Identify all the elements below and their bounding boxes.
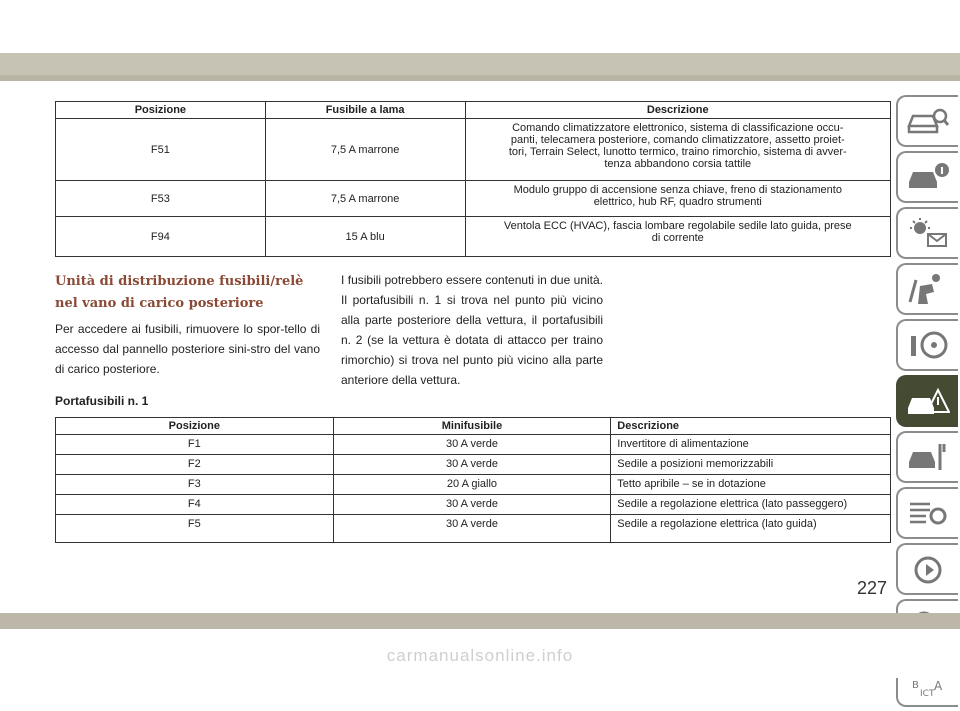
tab-airbag-seat[interactable] [896, 263, 958, 315]
header-band-shadow [0, 75, 960, 81]
car-info-icon [906, 160, 950, 194]
cell-position: F3 [56, 475, 334, 495]
header-fusibile: Fusibile a lama [265, 102, 465, 119]
tab-car-info[interactable] [896, 151, 958, 203]
cell-fuse: 30 A verde [333, 455, 611, 475]
specifications-icon [906, 496, 950, 530]
subheading-fuse-holder: Portafusibili n. 1 [55, 394, 149, 408]
table-row [56, 119, 891, 181]
watermark-text: carmanualsonline.info [386, 646, 574, 665]
page-number: 227 [857, 578, 888, 598]
svg-text:ICT: ICT [920, 689, 935, 698]
header-minifusibile: Minifusibile [333, 418, 611, 435]
table-row [56, 455, 891, 475]
tab-car-service[interactable] [896, 431, 958, 483]
cell-fuse: 7,5 A marrone [265, 119, 465, 181]
car-service-icon [906, 440, 950, 474]
cell-description: Comando climatizzatore elettronico, sistema di classificazione occu- panti, telecamera posteriore, comando climatizzatore, assetto proiet- tori, Terrain Select, lunotto termico, traino rimorchio, sistema di avver- tenza abbandono corsia tattile [465, 119, 890, 181]
cell-fuse: 30 A verde [333, 515, 611, 543]
header-descrizione: Descrizione [611, 418, 891, 435]
cell-position: F1 [56, 435, 334, 455]
cell-position: F2 [56, 455, 334, 475]
fuse-table-1 [55, 101, 891, 257]
table-row [56, 495, 891, 515]
tab-multimedia[interactable] [896, 543, 958, 595]
header-posizione: Posizione [56, 418, 334, 435]
cell-position: F4 [56, 495, 334, 515]
header-band [0, 53, 960, 75]
tab-car-warning[interactable] [896, 375, 958, 427]
car-warning-icon [906, 384, 950, 418]
paragraph-access: Per accedere ai fusibili, rimuovere lo spor-tello di accesso dal pannello posteriore sini-stro del vano di carico posteriore. [55, 322, 320, 376]
fuse-table-2 [55, 417, 891, 543]
cell-description: Sedile a regolazione elettrica (lato guida) [611, 515, 891, 543]
table-row [56, 435, 891, 455]
cell-fuse: 30 A verde [333, 495, 611, 515]
table-row [56, 515, 891, 543]
svg-text:A: A [934, 679, 943, 693]
table-header-row [56, 418, 891, 435]
footer-band [0, 613, 960, 629]
svg-text:B: B [912, 680, 919, 691]
cell-fuse: 30 A verde [333, 435, 611, 455]
cell-position: F51 [56, 119, 266, 181]
cell-fuse: 15 A blu [265, 217, 465, 257]
cell-description: Invertitore di alimentazione [611, 435, 891, 455]
cell-description: Modulo gruppo di accensione senza chiave, freno di stazionamento elettrico, hub RF, quadro strumenti [465, 181, 890, 217]
dashboard-lights-icon [906, 216, 950, 250]
header-descrizione: Descrizione [465, 102, 890, 119]
table-header-row [56, 102, 891, 119]
cell-description: Sedile a regolazione elettrica (lato passeggero) [611, 495, 891, 515]
tab-steering-key[interactable] [896, 319, 958, 371]
car-search-icon [906, 104, 950, 138]
paragraph-fuse-units: I fusibili potrebbero essere contenuti in due unità. Il portafusibili n. 1 si trova nel punto più vicino alla parte posteriore della vettura, il portafusibili n. 2 (se la vettura è dotata di attacco per traino rimorchio) si trova nel punto più vicino alla parte anteriore della vettura. [341, 273, 603, 387]
multimedia-icon [906, 552, 950, 586]
tab-specifications[interactable] [896, 487, 958, 539]
cell-fuse: 7,5 A marrone [265, 181, 465, 217]
tab-car-search[interactable] [896, 95, 958, 147]
cell-fuse: 20 A giallo [333, 475, 611, 495]
table-row [56, 475, 891, 495]
header-posizione: Posizione [56, 102, 266, 119]
cell-position: F94 [56, 217, 266, 257]
tab-dashboard-lights[interactable] [896, 207, 958, 259]
airbag-seat-icon [906, 272, 950, 306]
table-row [56, 217, 891, 257]
cell-position: F5 [56, 515, 334, 543]
section-heading: Unità di distribuzione fusibili/relè nel vano di carico posteriore [55, 274, 304, 311]
cell-description: Sedile a posizioni memorizzabili [611, 455, 891, 475]
table-row [56, 181, 891, 217]
cell-description: Tetto apribile – se in dotazione [611, 475, 891, 495]
cell-description: Ventola ECC (HVAC), fascia lombare regolabile sedile lato guida, prese di corrente [465, 217, 890, 257]
steering-key-icon [906, 328, 950, 362]
cell-position: F53 [56, 181, 266, 217]
